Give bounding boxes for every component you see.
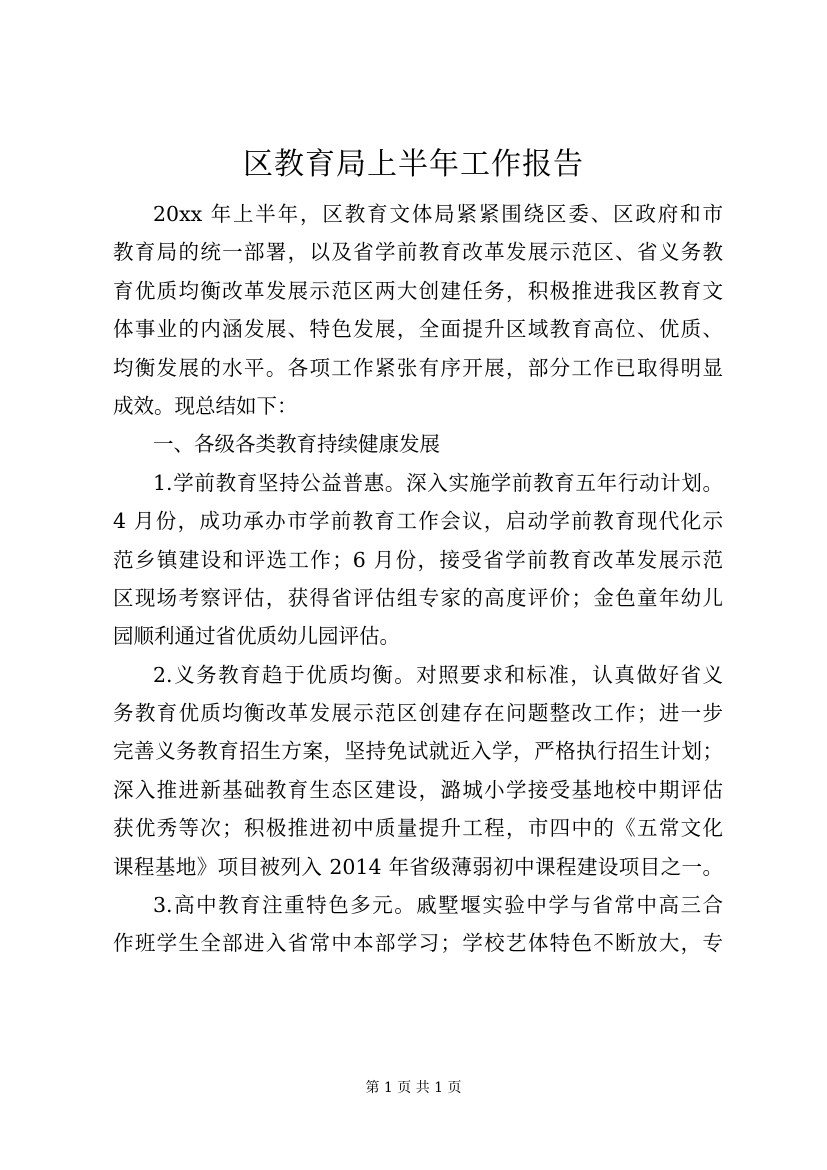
document-body (113, 195, 723, 963)
paragraph-line: 3.高中教育注重特色多元。戚墅堰实验中学与省常中高三合 (153, 893, 723, 918)
page-footer: 第 1 页 共 1 页 (365, 1080, 462, 1096)
paragraph-line: 成效。现总结如下： (113, 393, 298, 418)
paragraph-line: 务教育优质均衡改革发展示范区创建存在问题整改工作；进一步 (113, 701, 723, 726)
paragraph-line: 获优秀等次；积极推进初中质量提升工程，市四中的《五常文化 (113, 816, 723, 841)
paragraph-line: 2.义务教育趋于优质均衡。对照要求和标准，认真做好省义 (153, 662, 723, 687)
paragraph-line: 深入推进新基础教育生态区建设，潞城小学接受基地校中期评估 (113, 777, 723, 802)
paragraph-line: 体事业的内涵发展、特色发展，全面提升区域教育高位、优质、 (113, 317, 723, 342)
paragraph-line: 课程基地》项目被列入 2014 年省级薄弱初中课程建设项目之一。 (113, 854, 723, 879)
paragraph-line: 区现场考察评估，获得省评估组专家的高度评价；金色童年幼儿 (113, 585, 723, 610)
paragraph-line: 范乡镇建设和评选工作；6 月份，接受省学前教育改革发展示范 (113, 547, 723, 572)
section-heading: 一、各级各类教育持续健康发展 (153, 432, 440, 457)
paragraph-line: 1.学前教育坚持公益普惠。深入实施学前教育五年行动计划。 (153, 470, 723, 495)
paragraph-line: 20xx 年上半年，区教育文体局紧紧围绕区委、区政府和市 (153, 202, 723, 226)
document-title: 区教育局上半年工作报告 (243, 147, 584, 182)
paragraph-line: 4 月份，成功承办市学前教育工作会议，启动学前教育现代化示 (113, 509, 723, 534)
paragraph-line: 育优质均衡改革发展示范区两大创建任务，积极推进我区教育文 (113, 278, 723, 303)
paragraph-line: 园顺利通过省优质幼儿园评估。 (113, 624, 400, 649)
paragraph-line: 完善义务教育招生方案，坚持免试就近入学，严格执行招生计划； (113, 739, 723, 764)
paragraph-line: 作班学生全部进入省常中本部学习；学校艺体特色不断放大，专 (113, 931, 723, 956)
paragraph-line: 教育局的统一部署，以及省学前教育改革发展示范区、省义务教 (113, 240, 723, 265)
paragraph-line: 均衡发展的水平。各项工作紧张有序开展，部分工作已取得明显 (113, 355, 723, 380)
